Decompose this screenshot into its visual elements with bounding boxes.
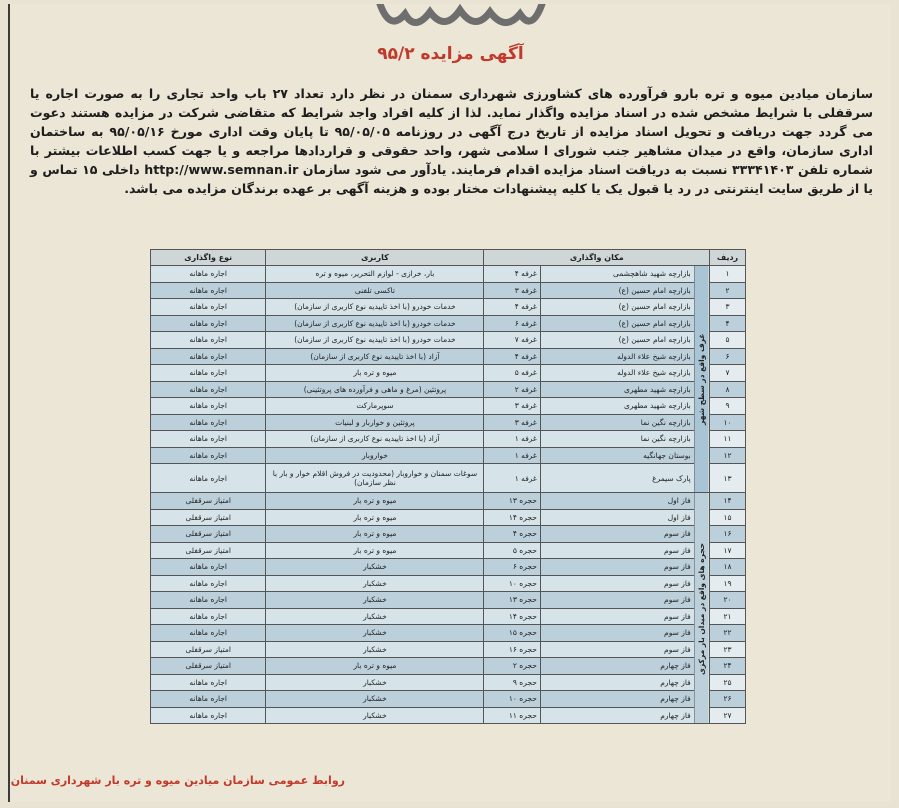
row-location: فاز سوم [540,592,694,609]
row-type: امتیاز سرقفلی [151,641,266,658]
table-row [151,625,746,642]
row-location: فاز چهارم [540,707,694,724]
table-row [151,608,746,625]
row-type: اجاره ماهانه [151,348,266,365]
row-location: فاز سوم [540,641,694,658]
row-usage: خدمات خودرو (با اخذ تاییدیه نوع کاربری از سازمان) [266,332,484,349]
row-unit: غرفه ۴ [484,266,540,283]
row-unit: غرفه ۴ [484,348,540,365]
row-unit: حجره ۱۴ [484,608,540,625]
row-location: بازارچه شیخ علاء الدوله [540,348,694,365]
row-usage: خشکبار [266,625,484,642]
table-row [151,431,746,448]
row-location: بازارچه نگین نما [540,414,694,431]
row-unit: غرفه ۲ [484,381,540,398]
table-row [151,542,746,559]
row-usage: خشکبار [266,608,484,625]
row-unit: حجره ۱۵ [484,625,540,642]
table-header-row [151,250,746,266]
row-usage: خشکبار [266,575,484,592]
row-usage: تاکسی تلفنی [266,282,484,299]
row-usage: خشکبار [266,641,484,658]
ad-body-paragraph: سازمان میادین میوه و تره بارو فرآورده های کشاورزی شهرداری سمنان در نظر دارد تعداد ۲۷ باب واحد تجاری را به صورت اجاره یا سرقفلی با شرایط مشخص شده در اسناد مزایده واگذار نماید. لذا از کلیه افراد واجد شرایط که متقاضی شرکت در مزایده هستند دعوت می گردد جهت دریافت و تحویل اسناد مزایده از تاریخ درج آگهی در روزنامه ۹۵/۰۵/۰۵ تا پایان وقت اداری مورخ ۹۵/۰۵/۱۶ به ساختمان اداری سازمان، واقع در میدان مشاهیر جنب شورای ا سلامی شهر، واحد حقوقی و قراردادها مراجعه و یا جهت کسب اطلاعات بیشتر با شماره تلفن ۳۳۳۴۱۴۰۳ نسبت به دریافت اسناد مزایده اقدام فرمایند. یادآور می شود سازمان http://www.semnan.ir داخلی ۱۵ تماس و یا از طریق سایت اینترنتی در رد یا قبول یک یا کلیه پیشنهادات مختار بوده و هزینه آگهی بر عهده برندگان مزایده می باشد. [30,86,873,196]
row-usage: میوه و تره بار [266,365,484,382]
table-row [151,526,746,543]
table-row [151,658,746,675]
row-type: امتیاز سرقفلی [151,493,266,510]
row-location: فاز اول [540,509,694,526]
header-type: نوع واگذاری [151,250,266,266]
row-usage: خشکبار [266,707,484,724]
row-usage: سوغات سمنان و خواروبار (محدودیت در فروش اقلام خوار و بار با نظر سازمان) [266,464,484,493]
row-location: بازارچه امام حسین (ع) [540,315,694,332]
row-num: ۲۵ [710,674,746,691]
row-location: فاز چهارم [540,691,694,708]
row-num: ۶ [710,348,746,365]
row-unit: غرفه ۴ [484,299,540,316]
row-unit: حجره ۱۱ [484,707,540,724]
row-num: ۱۳ [710,464,746,493]
row-num: ۱۱ [710,431,746,448]
row-type: امتیاز سرقفلی [151,509,266,526]
footer-credit: روابط عمومی سازمان میادین میوه و تره بار شهرداری سمنان [10,774,345,787]
row-location: بازارچه امام حسین (ع) [540,299,694,316]
row-unit: غرفه ۱ [484,431,540,448]
row-unit: حجره ۱۰ [484,691,540,708]
row-unit: حجره ۱۴ [484,509,540,526]
row-usage: خشکبار [266,691,484,708]
row-usage: خشکبار [266,674,484,691]
row-num: ۱۴ [710,493,746,510]
row-usage: پروتئین و خواربار و لبنیات [266,414,484,431]
row-location: فاز اول [540,493,694,510]
row-usage: خشکبار [266,592,484,609]
row-location: بازارچه شهید مطهری [540,381,694,398]
table-body [151,266,746,724]
row-location: فاز سوم [540,559,694,576]
row-location: بازارچه شهید شاهچشمی [540,266,694,283]
row-location: فاز چهارم [540,658,694,675]
row-num: ۳ [710,299,746,316]
row-type: اجاره ماهانه [151,414,266,431]
header-usage: کاربری [266,250,484,266]
table-row [151,299,746,316]
row-num: ۱۲ [710,447,746,464]
auction-table [150,249,746,724]
row-num: ۱۶ [710,526,746,543]
table-row [151,493,746,510]
row-unit: حجره ۲ [484,658,540,675]
row-location: پارک سیمرغ [540,464,694,493]
row-location: بازارچه امام حسین (ع) [540,282,694,299]
row-usage: میوه و تره بار [266,509,484,526]
row-unit: غرفه ۳ [484,414,540,431]
row-type: اجاره ماهانه [151,707,266,724]
row-usage: آزاد (با اخذ تاییدیه نوع کاربری از سازمان) [266,348,484,365]
row-unit: غرفه ۳ [484,398,540,415]
row-unit: غرفه ۳ [484,282,540,299]
row-usage: میوه و تره بار [266,542,484,559]
row-unit: حجره ۵ [484,542,540,559]
row-unit: غرفه ۱ [484,464,540,493]
row-num: ۱۵ [710,509,746,526]
table-row [151,398,746,415]
row-unit: حجره ۱۰ [484,575,540,592]
table-row [151,365,746,382]
row-unit: حجره ۱۳ [484,493,540,510]
row-type: اجاره ماهانه [151,266,266,283]
group-label-market: حجره های واقع در میدان بار مرکزی [694,493,709,724]
row-num: ۷ [710,365,746,382]
row-num: ۹ [710,398,746,415]
row-num: ۱۸ [710,559,746,576]
table-row [151,414,746,431]
row-type: اجاره ماهانه [151,674,266,691]
row-location: فاز سوم [540,625,694,642]
row-type: اجاره ماهانه [151,282,266,299]
row-location: بازارچه نگین نما [540,431,694,448]
row-type: اجاره ماهانه [151,381,266,398]
row-usage: خدمات خودرو (با اخذ تاییدیه نوع کاربری از سازمان) [266,299,484,316]
row-num: ۵ [710,332,746,349]
row-num: ۲۰ [710,592,746,609]
row-num: ۲۱ [710,608,746,625]
row-usage: میوه و تره بار [266,526,484,543]
table-row [151,348,746,365]
row-type: امتیاز سرقفلی [151,526,266,543]
row-unit: غرفه ۱ [484,447,540,464]
row-num: ۲ [710,282,746,299]
table-row [151,282,746,299]
row-usage: پروتئین (مرغ و ماهی و فرآورده های پروتئینی) [266,381,484,398]
row-num: ۸ [710,381,746,398]
row-usage: بار، خرازی - لوازم التحریر، میوه و تره [266,266,484,283]
header-location: مکان واگذاری [484,250,710,266]
row-location: فاز سوم [540,608,694,625]
row-usage: میوه و تره بار [266,493,484,510]
row-location: فاز سوم [540,575,694,592]
table-row [151,332,746,349]
row-unit: حجره ۱۶ [484,641,540,658]
row-location: بازارچه شهید مطهری [540,398,694,415]
row-num: ۱۹ [710,575,746,592]
table-row [151,592,746,609]
row-usage: خشکبار [266,559,484,576]
row-type: اجاره ماهانه [151,464,266,493]
table-row [151,641,746,658]
row-location: بوستان جهانگیه [540,447,694,464]
table-row [151,266,746,283]
ad-page [8,4,891,802]
ad-title: آگهی مزایده ۹۵/۲ [377,44,524,64]
table-row [151,674,746,691]
row-usage: خواروبار [266,447,484,464]
row-type: امتیاز سرقفلی [151,542,266,559]
row-location: بازارچه امام حسین (ع) [540,332,694,349]
row-usage: میوه و تره بار [266,658,484,675]
row-unit: غرفه ۵ [484,365,540,382]
row-unit: حجره ۶ [484,559,540,576]
header-num: ردیف [710,250,746,266]
row-usage: آزاد (با اخذ تاییدیه نوع کاربری از سازمان) [266,431,484,448]
row-usage: سوپرمارکت [266,398,484,415]
table-row [151,691,746,708]
row-type: امتیاز سرقفلی [151,658,266,675]
row-type: اجاره ماهانه [151,592,266,609]
row-unit: حجره ۱۳ [484,592,540,609]
row-num: ۴ [710,315,746,332]
row-num: ۱۷ [710,542,746,559]
row-location: فاز سوم [540,542,694,559]
table-row [151,447,746,464]
table-row [151,707,746,724]
row-location: بازارچه شیخ علاء الدوله [540,365,694,382]
row-num: ۲۳ [710,641,746,658]
row-num: ۱۰ [710,414,746,431]
row-type: اجاره ماهانه [151,398,266,415]
table-row [151,464,746,493]
table-row [151,315,746,332]
auction-table-wrapper [150,249,746,724]
row-type: اجاره ماهانه [151,431,266,448]
header-logo [360,4,560,34]
row-num: ۲۴ [710,658,746,675]
row-type: اجاره ماهانه [151,559,266,576]
row-unit: حجره ۹ [484,674,540,691]
row-type: اجاره ماهانه [151,332,266,349]
row-usage: خدمات خودرو (با اخذ تاییدیه نوع کاربری از سازمان) [266,315,484,332]
row-unit: حجره ۴ [484,526,540,543]
row-location: فاز سوم [540,526,694,543]
row-type: اجاره ماهانه [151,608,266,625]
row-type: اجاره ماهانه [151,299,266,316]
row-type: اجاره ماهانه [151,625,266,642]
row-unit: غرفه ۷ [484,332,540,349]
table-row [151,575,746,592]
row-unit: غرفه ۶ [484,315,540,332]
table-row [151,559,746,576]
table-row [151,381,746,398]
group-label-city: غرف واقع در سطح شهر [694,266,709,493]
row-num: ۲۲ [710,625,746,642]
row-location: فاز چهارم [540,674,694,691]
row-num: ۲۶ [710,691,746,708]
row-type: اجاره ماهانه [151,575,266,592]
row-type: اجاره ماهانه [151,447,266,464]
row-num: ۱ [710,266,746,283]
row-type: اجاره ماهانه [151,691,266,708]
row-num: ۲۷ [710,707,746,724]
row-type: اجاره ماهانه [151,365,266,382]
row-type: اجاره ماهانه [151,315,266,332]
table-row [151,509,746,526]
